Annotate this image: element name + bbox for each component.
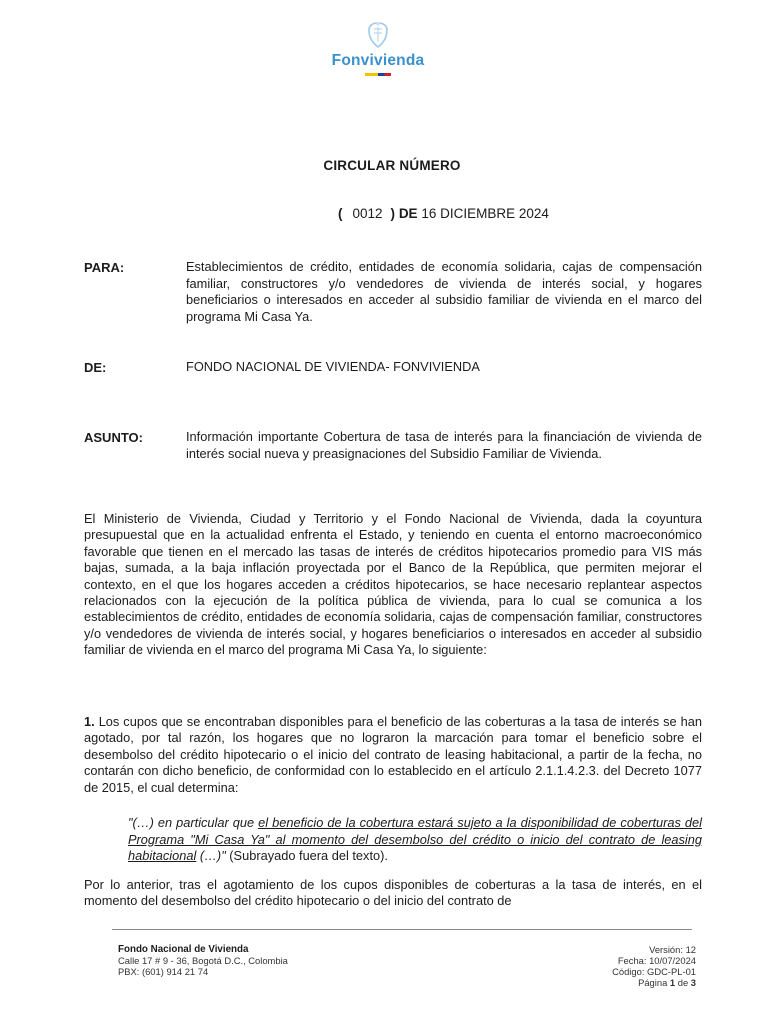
footer-code: Código: GDC-PL-01 — [612, 966, 696, 977]
asunto-label: ASUNTO: — [84, 430, 143, 445]
circular-number-line — [338, 206, 549, 221]
decree-quote — [128, 815, 702, 865]
footer-pbx: PBX: (601) 914 21 74 — [118, 966, 209, 977]
point-1-paragraph — [84, 714, 702, 796]
footer-org: Fondo Nacional de Vivienda — [118, 944, 249, 955]
logo-text: Fonvivienda — [331, 52, 425, 69]
quote-note: (Subrayado fuera del texto). — [229, 848, 388, 864]
circular-title: CIRCULAR NÚMERO — [323, 158, 461, 173]
quote-prefix: "(…) en particular que — [128, 815, 259, 830]
open-paren: ( — [338, 206, 343, 221]
footer-doc-info — [612, 944, 696, 988]
point-1-number: 1. — [84, 714, 95, 729]
asunto-text: Información importante Cobertura de tasa de interés para la financiación de vivienda de interés social nueva y preasignaciones del Subsidio Familiar de Vivienda. — [186, 429, 702, 461]
fonvivienda-logo — [318, 20, 438, 76]
intro-paragraph: El Ministerio de Vivienda, Ciudad y Territorio y el Fondo Nacional de Vivienda, dada la coyuntura presupuestal que en la actualidad enfrenta el Estado, y teniendo en cuenta el entorno macroeconómico favorable que tienen en el mercado las tasas de interés de créditos hipotecarios promedio para VIS más bajas, sumada, a la baja inflación proyectada por el Banco de la República, que permiten mejorar el contexto, en el que los hogares acceden a créditos hipotecarios, se hace necesario replantear aspectos relacionados con la ejecución de la política pública de vivienda, para lo cual se comunica a los establecimientos de crédito, entidades de economía solidaria, cajas de compensación familiar, constructores y/o vendedores de vivienda de interés social, y hogares beneficiarios o interesados en acceder al subsidio familiar de vivienda en el marco del programa Mi Casa Ya, lo siguiente: — [84, 511, 702, 658]
close-paren: ) — [390, 206, 396, 221]
quote-underlined: el beneficio de la cobertura estará sujeto a la disponibilidad de coberturas del Programa "Mi Casa Ya" al momento del desembolso del crédito o inicio del contrato de leasing habitacional — [128, 815, 702, 864]
footer-date: Fecha: 10/07/2024 — [617, 955, 696, 966]
de-label: DE: — [84, 360, 107, 375]
closing-paragraph: Por lo anterior, tras el agotamiento de los cupos disponibles de coberturas a la tasa de interés, en el momento del desembolso del crédito hipotecario o del inicio del contrato de — [84, 877, 702, 909]
flag-stripe — [365, 73, 391, 76]
footer-address-block — [118, 944, 288, 977]
circular-date: 16 DICIEMBRE 2024 — [421, 206, 549, 221]
page-current: 1 — [669, 977, 676, 988]
footer-version: Versión: 12 — [649, 944, 696, 955]
para-text: Establecimientos de crédito, entidades de economía solidaria, cajas de compensación familiar, constructores y/o vendedores de vivienda de interés social, y hogares beneficiarios o interesados en acceder al subsidio familiar de vivienda en el marco del programa Mi Casa Ya. — [186, 259, 702, 324]
de-word: DE — [398, 206, 418, 221]
de-text: FONDO NACIONAL DE VIVIENDA- FONVIVIENDA — [186, 359, 480, 374]
quote-suffix: (…)" — [196, 848, 226, 864]
page-label: Página — [638, 977, 668, 988]
coat-of-arms-icon — [363, 20, 393, 50]
page-total: 3 — [690, 977, 696, 988]
circular-number: 0012 — [352, 206, 383, 221]
footer-divider — [112, 929, 692, 930]
footer-page — [612, 977, 696, 988]
para-label: PARA: — [84, 260, 125, 275]
page-of: de — [677, 977, 689, 988]
footer-address: Calle 17 # 9 - 36, Bogotá D.C., Colombia — [118, 955, 288, 966]
point-1-text: Los cupos que se encontraban disponibles para el beneficio de las coberturas a la tasa de interés se han agotado, por tal razón, los hogares que no lograron la marcación para tomar el beneficio sobre el desembolso del crédito hipotecario o el inicio del contrato de leasing habitacional, a partir de la fecha, no contarán con dicho beneficio, de conformidad con lo establecido en el artículo 2.1.1.4.2.3. del Decreto 1077 de 2015, el cual determina: — [84, 714, 702, 795]
